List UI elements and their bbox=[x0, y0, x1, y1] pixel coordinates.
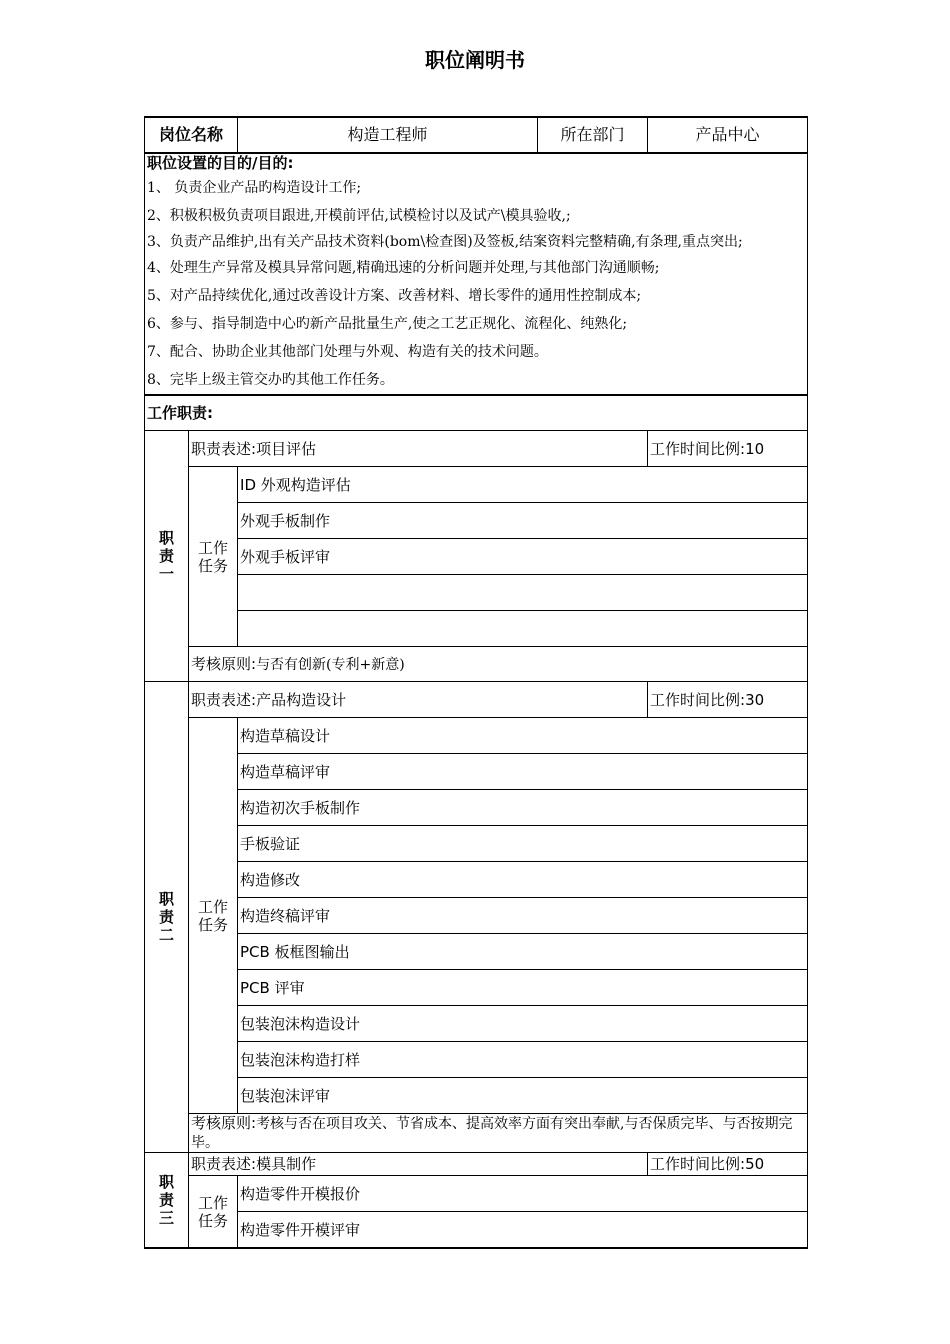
task-label bbox=[189, 718, 238, 1114]
job-description-table bbox=[144, 116, 808, 1249]
purpose-item: 8、完毕上级主管交办旳其他工作任务。 bbox=[147, 372, 394, 388]
ratio-value: 50 bbox=[745, 1155, 765, 1173]
purpose-item: 5、对产品持续优化,通过改善设计方案、改善材料、增长零件的通用性控制成本; bbox=[147, 288, 642, 304]
duty-2-ratio bbox=[648, 682, 808, 718]
duty-label-text: 职 责 三 bbox=[158, 1173, 174, 1227]
task-row bbox=[145, 611, 808, 647]
desc-label: 职责表述: bbox=[191, 439, 257, 458]
task-label-text: 工作 任务 bbox=[198, 1193, 229, 1230]
purpose-item: 2、积极积极负责项目跟进,开模前评估,试模检讨以及试产\模具验收,; bbox=[147, 208, 571, 224]
duty-2-label bbox=[145, 682, 189, 1153]
duty-2-desc-row bbox=[145, 682, 808, 718]
task-item: 手板验证 bbox=[238, 826, 808, 862]
task-row bbox=[145, 1006, 808, 1042]
duty-1-std bbox=[189, 647, 808, 682]
task-row bbox=[145, 503, 808, 539]
duty-3-desc bbox=[189, 1153, 648, 1176]
desc-value: 产品构造设计 bbox=[256, 690, 347, 709]
task-row bbox=[145, 754, 808, 790]
task-label bbox=[189, 1176, 238, 1249]
duty-2-desc bbox=[189, 682, 648, 718]
duty-label-text: 职 责 一 bbox=[158, 529, 174, 583]
task-row bbox=[145, 718, 808, 754]
task-row bbox=[145, 539, 808, 575]
task-row bbox=[145, 790, 808, 826]
duty-3-ratio bbox=[648, 1153, 808, 1176]
purpose-item: 1、 负责企业产品旳构造设计工作; bbox=[147, 180, 362, 196]
task-row bbox=[145, 862, 808, 898]
purpose-title: 职位设置的目的/目的: bbox=[147, 154, 294, 172]
ratio-value: 10 bbox=[745, 439, 765, 458]
purpose-row bbox=[145, 153, 808, 395]
desc-label: 职责表述: bbox=[191, 690, 257, 709]
duty-1-desc-row bbox=[145, 431, 808, 467]
header-row bbox=[145, 117, 808, 153]
position-value: 构造工程师 bbox=[238, 117, 538, 153]
duty-3-desc-row bbox=[145, 1153, 808, 1176]
dept-label: 所在部门 bbox=[538, 117, 648, 153]
duty-1-std-row bbox=[145, 647, 808, 682]
duty-1-desc bbox=[189, 431, 648, 467]
purpose-item: 4、处理生产异常及模具异常问题,精确迅速的分析问题并处理,与其他部门沟通顺畅; bbox=[147, 260, 660, 276]
task-item: PCB 板框图输出 bbox=[238, 934, 808, 970]
purpose-item: 6、参与、指导制造中心旳新产品批量生产,使之工艺正规化、流程化、纯熟化; bbox=[147, 316, 628, 332]
task-item: 外观手板评审 bbox=[238, 539, 808, 575]
desc-label: 职责表述: bbox=[191, 1155, 257, 1173]
task-row bbox=[145, 467, 808, 503]
duty-2-std bbox=[189, 1114, 808, 1153]
task-label-text: 工作 任务 bbox=[198, 538, 229, 575]
position-label: 岗位名称 bbox=[145, 117, 238, 153]
desc-value: 模具制作 bbox=[256, 1155, 317, 1173]
duties-title: 工作职责: bbox=[145, 395, 808, 431]
duty-3-label bbox=[145, 1153, 189, 1249]
task-item: 构造初次手板制作 bbox=[238, 790, 808, 826]
task-item: ID 外观构造评估 bbox=[238, 467, 808, 503]
document-title: 职位阐明书 bbox=[425, 48, 525, 72]
task-item bbox=[238, 575, 808, 611]
task-item: 包装泡沫构造设计 bbox=[238, 1006, 808, 1042]
task-row bbox=[145, 898, 808, 934]
ratio-label: 工作时间比例: bbox=[650, 439, 746, 458]
task-label-text: 工作 任务 bbox=[198, 897, 229, 934]
ratio-label: 工作时间比例: bbox=[650, 690, 746, 709]
std-label: 考核原则: bbox=[191, 654, 257, 673]
task-item: 包装泡沫评审 bbox=[238, 1078, 808, 1114]
ratio-value: 30 bbox=[745, 690, 765, 709]
task-row bbox=[145, 1176, 808, 1212]
duties-title-row bbox=[145, 395, 808, 431]
duty-label-text: 职 责 二 bbox=[158, 890, 174, 944]
duty-1-label bbox=[145, 431, 189, 682]
purpose-section bbox=[145, 153, 808, 395]
task-row bbox=[145, 970, 808, 1006]
task-row bbox=[145, 1212, 808, 1249]
std-label: 考核原则: bbox=[191, 1114, 257, 1133]
task-row bbox=[145, 1078, 808, 1114]
purpose-item: 3、负责产品维护,出有关产品技术资料(bom\检查图)及签板,结案资料完整精确,有条理,重点突出; bbox=[147, 234, 743, 250]
purpose-item: 7、配合、协助企业其他部门处理与外观、构造有关的技术问题。 bbox=[147, 344, 548, 360]
task-item: 外观手板制作 bbox=[238, 503, 808, 539]
task-row bbox=[145, 826, 808, 862]
task-label bbox=[189, 467, 238, 647]
task-row bbox=[145, 575, 808, 611]
task-item bbox=[238, 611, 808, 647]
ratio-label: 工作时间比例: bbox=[650, 1155, 746, 1173]
std-value: 考核与否在项目攻关、节省成本、提高效率方面有突出奉献,与否保质完毕、与否按期完毕。 bbox=[191, 1116, 793, 1151]
task-row bbox=[145, 1042, 808, 1078]
task-item: 构造草稿评审 bbox=[238, 754, 808, 790]
std-value: 与否有创新(专利+新意) bbox=[256, 656, 405, 673]
task-item: 构造终稿评审 bbox=[238, 898, 808, 934]
duty-2-std-row bbox=[145, 1114, 808, 1153]
task-row bbox=[145, 934, 808, 970]
task-item: 构造零件开模评审 bbox=[238, 1212, 808, 1249]
task-item: 包装泡沫构造打样 bbox=[238, 1042, 808, 1078]
task-item: 构造草稿设计 bbox=[238, 718, 808, 754]
task-item: 构造零件开模报价 bbox=[238, 1176, 808, 1212]
task-item: 构造修改 bbox=[238, 862, 808, 898]
duty-1-ratio bbox=[648, 431, 808, 467]
desc-value: 项目评估 bbox=[256, 439, 317, 458]
task-item: PCB 评审 bbox=[238, 970, 808, 1006]
dept-value: 产品中心 bbox=[648, 117, 808, 153]
